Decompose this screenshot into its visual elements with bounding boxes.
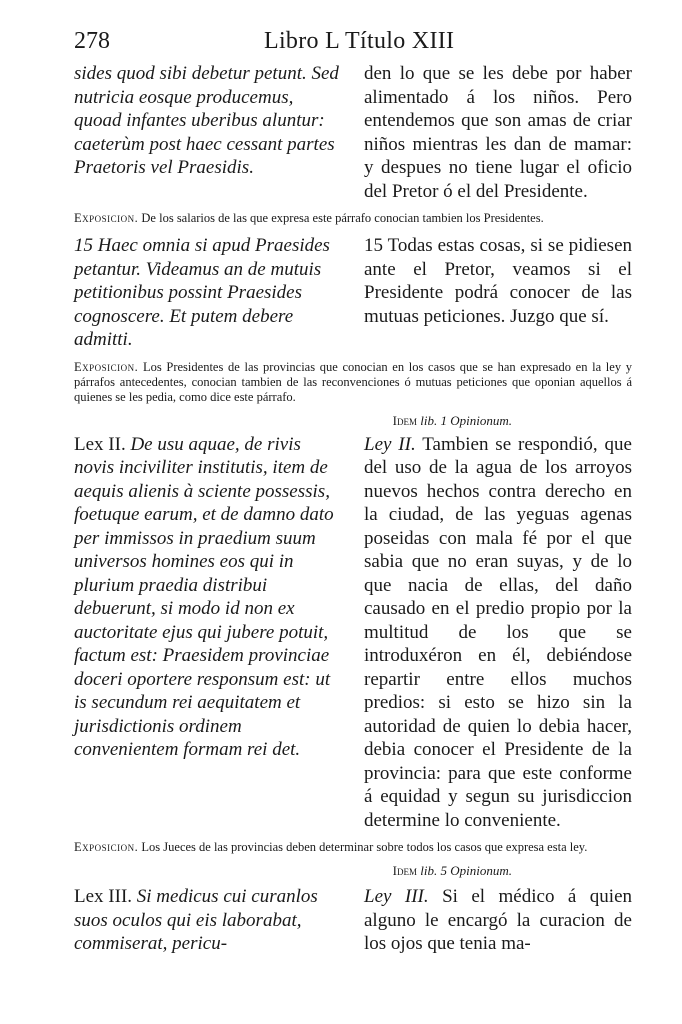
ref-author: Idem bbox=[392, 863, 418, 878]
lex-label: Lex III. bbox=[74, 886, 133, 907]
latin-paragraph bbox=[74, 885, 342, 956]
exposicion-note bbox=[74, 211, 632, 226]
exposicion-note bbox=[74, 840, 632, 855]
latin-column bbox=[74, 433, 342, 833]
section-a-columns bbox=[74, 62, 632, 203]
exposicion-text: Los Presidentes de las provincias que conocian en los casos que se han expresado en la ley y párrafos antecedentes, conocian tambien de las reconvenciones ó mutuas peticiones que oponian aquellos á quienes se les pedia, como dice este párrafo. bbox=[74, 359, 633, 404]
book-page bbox=[74, 28, 632, 998]
section-b-columns bbox=[74, 234, 632, 352]
exposicion-label: Exposicion. bbox=[74, 840, 139, 854]
spanish-column bbox=[364, 62, 632, 203]
latin-text: De usu aquae, de rivis novis inciviliter institutis, item de aequis alienis à sciente possessis, foetuque earum, et de damno dato per immissos in praedium suum universos homines eos qui in plurium praedia distribui debuerunt, si modo id non ex auctoritate ejus qui jubere potuit, factum est: Praesidem provinciae doceri oportere responsum est: ut is secundum rei aequitatem et jurisdictionis ordinem convenientem formam rei det. bbox=[74, 433, 334, 760]
exposicion-label: Exposicion. bbox=[74, 359, 139, 374]
exposicion-text: De los salarios de las que expresa este párrafo conocian tambien los Presidentes. bbox=[141, 211, 544, 225]
spanish-text: den lo que se les debe por haber alimentado á los niños. Pero entendemos que son amas de criar niños mientras les dan de mamar: y despues no tiene lugar el oficio del Pretor ó el del Presidente. bbox=[364, 63, 632, 202]
latin-column bbox=[74, 62, 342, 203]
ref-source: lib. 1 Opinionum. bbox=[420, 412, 512, 428]
latin-text: 15 Haec omnia si apud Praesides petantur. Videamus an de mutuis petitionibus possint Praesides cognoscere. Et putem debere admitti. bbox=[74, 235, 330, 350]
spanish-column bbox=[364, 234, 632, 352]
exposicion-text: Los Jueces de las provincias deben determinar sobre todos los casos que expresa esta ley. bbox=[141, 840, 588, 854]
running-title: Libro L Título XIII bbox=[264, 28, 455, 54]
ley-label: Ley II. bbox=[364, 433, 416, 455]
spanish-column bbox=[364, 433, 632, 833]
spanish-text: 15 Todas estas cosas, si se pidiesen ante el Pretor, veamos si el Presidente podrá conocer de las mutuas peticiones. Juzgo que sí. bbox=[364, 235, 632, 327]
spanish-paragraph bbox=[364, 885, 632, 956]
ley-label: Ley III. bbox=[364, 886, 429, 907]
latin-text: sides quod sibi debetur petunt. Sed nutricia eosque producemus, quoad infantes uberibus aluntur: caeterùm post haec cessant partes Praetoris vel Praesidis. bbox=[74, 63, 339, 178]
latin-text: Si medicus cui curanlos suos oculos qui eis laborabat, commiserat, pericu- bbox=[74, 886, 318, 954]
page-header bbox=[74, 28, 632, 62]
ref-source: lib. 5 Opinionum. bbox=[420, 863, 512, 878]
source-reference bbox=[74, 413, 512, 429]
latin-column bbox=[74, 234, 342, 352]
exposicion-label: Exposicion. bbox=[74, 211, 139, 225]
source-reference bbox=[74, 863, 512, 879]
page-number: 278 bbox=[74, 28, 110, 54]
latin-column bbox=[74, 885, 342, 956]
section-c-columns bbox=[74, 433, 632, 833]
ref-author: Idem bbox=[392, 412, 418, 428]
exposicion-note bbox=[74, 360, 632, 405]
spanish-text: Tambien se respondió, que del uso de la agua de los arroyos nuevos hechos contra derecho en la ciudad, de las yeguas agenas poseidas con mala fé por el que sabia que no eran suyas, y de lo que nacia de ellas, del daño causado en el predio propio por la multitud de los que se introduxéron en él, debiéndose repartir entre ellos muchos predios: si esto se hizo sin la autoridad de quien lo debia hacer, debia conocer el Presidente de la provincia: para que este conforme á equidad y segun su jurisdiccion determine lo conveniente. bbox=[364, 433, 632, 831]
spanish-text: Si el médico á quien alguno le encargó la curacion de los ojos que tenia ma- bbox=[364, 886, 632, 954]
spanish-paragraph bbox=[364, 433, 632, 833]
spanish-column bbox=[364, 885, 632, 956]
latin-paragraph bbox=[74, 433, 342, 762]
section-d-columns bbox=[74, 885, 632, 956]
lex-label: Lex II. bbox=[74, 433, 126, 455]
